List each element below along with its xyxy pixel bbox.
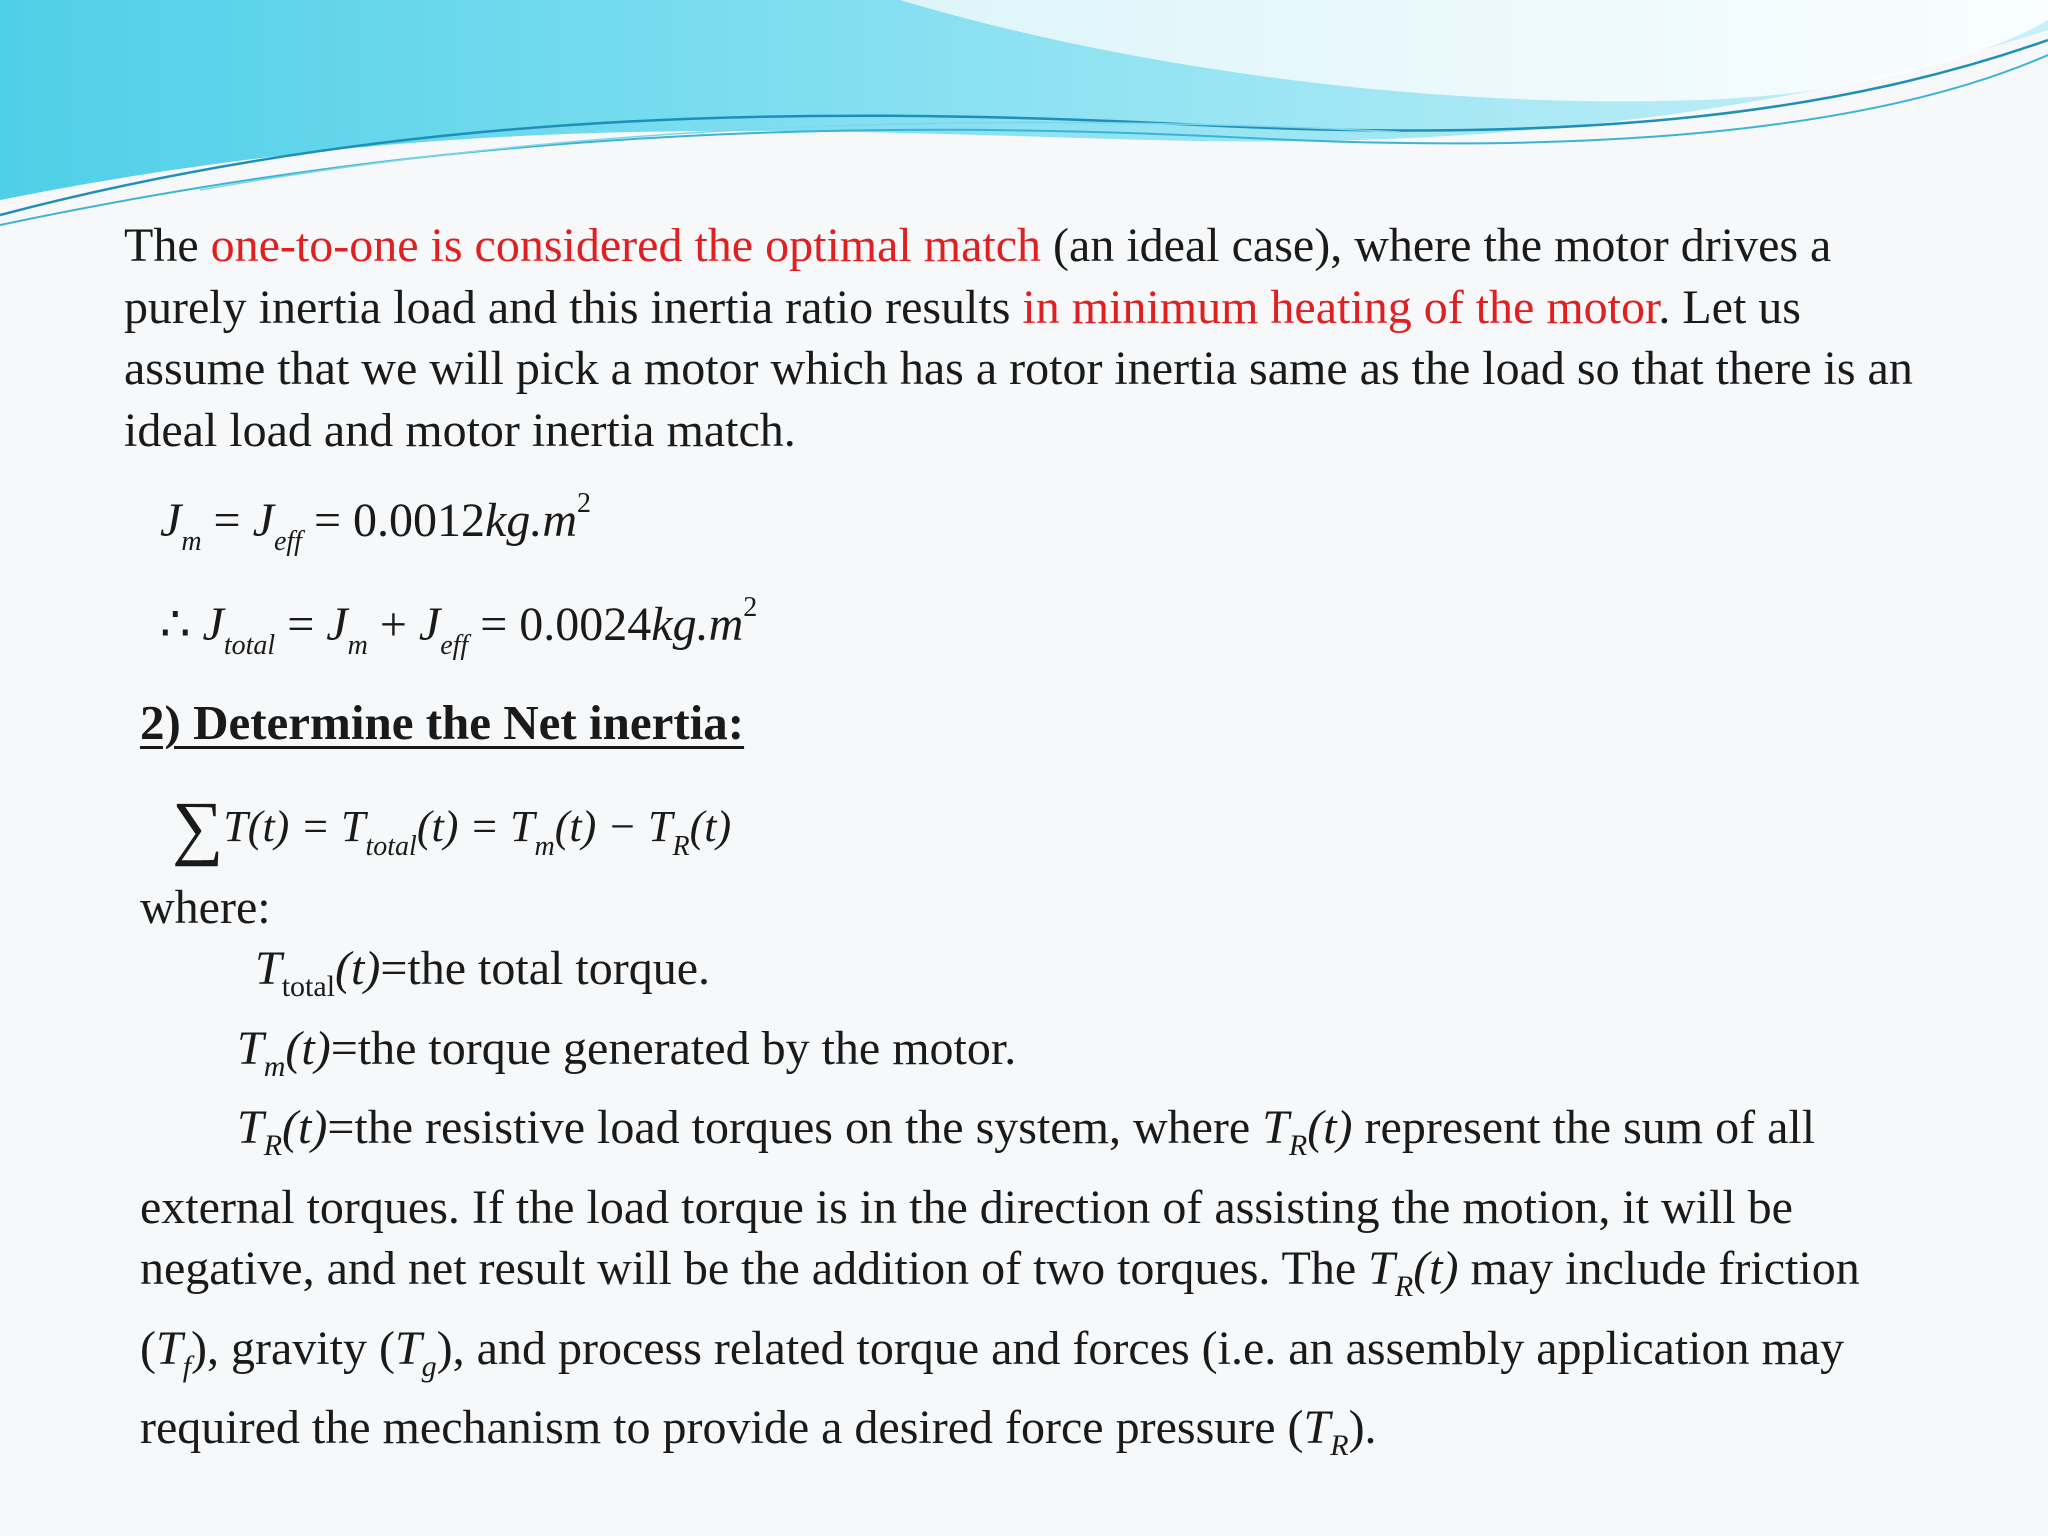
sigma-symbol: ∑: [172, 787, 224, 867]
header-wave-banner: [0, 0, 2048, 240]
def-total-torque: $T_{total}(t)=the$ total torque.: [255, 942, 710, 1003]
def-resistive-torque: $T_R(t)$: [237, 1101, 328, 1162]
where-label: where:: [140, 881, 271, 934]
section-heading: 2) Determine the Net inertia:: [140, 695, 745, 750]
definitions: $T_{total}(t)=the$ total torque. $T_m(t)=the$ torque generated by the motor. $T_R(t)=the$ resistive load torques on the system, where $T_R(t)$ represent the sum of all external torques. If the load torque is in the direction of assisting the motion, it will be negative, and net result will be the addition of two torques. The $T_R(t)$ may include friction $(T_f)$, gravity $(T_g)$, and process related torque and forces (i.e. an assembly application may required the mechanism to provide a desired force pressure $(T_R)$.: [140, 942, 1860, 1462]
equation-motor-inertia: $J_m = J_{eff} = 0.0012kg.m^2$: [160, 488, 591, 557]
highlight-minimum-heating: in minimum heating of the motor: [1022, 280, 1659, 334]
def-motor-torque: $T_m(t)=the$ torque generated by the motor.: [237, 1021, 1017, 1083]
highlight-optimal-match: one-to-one is considered the optimal match: [210, 219, 1042, 272]
equation-total-inertia: ∴ $J_{total} = J_m + J_{eff} = 0.0024kg.m^2$: [160, 592, 758, 661]
equation-torque-sum: $\sum T(t) = T_{total}(t) = T_m(t) - T_R(t)$: [172, 787, 732, 867]
intro-paragraph: The one-to-one is considered the optimal match (an ideal case), where the motor drives a purely inertia load and this inertia ratio results in minimum heating of the motor. Let us assume that we will pick a motor which has a rotor inertia same as the load so that there is an ideal load and motor inertia match.: [124, 219, 1913, 457]
